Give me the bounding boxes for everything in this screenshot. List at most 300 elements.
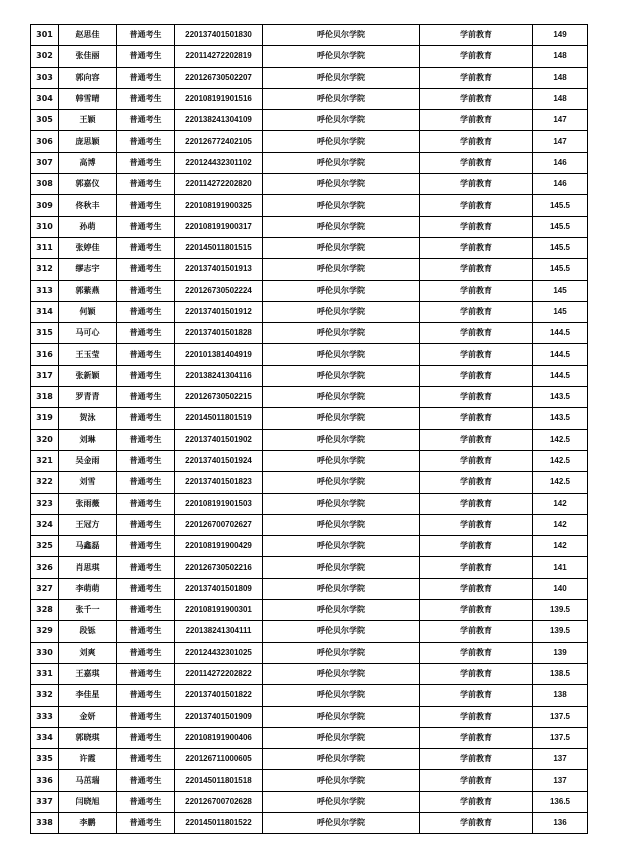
- cell-name: 贺泳: [59, 408, 117, 429]
- cell-major: 学前教育: [420, 110, 533, 131]
- cell-major: 学前教育: [420, 259, 533, 280]
- cell-school: 呼伦贝尔学院: [263, 727, 420, 748]
- cell-score: 142.5: [533, 472, 588, 493]
- cell-exam-id: 220126711000605: [175, 749, 263, 770]
- table-row: [31, 791, 588, 812]
- cell-number: 333: [31, 706, 59, 727]
- cell-name: 赵思佳: [59, 25, 117, 46]
- cell-score: 149: [533, 25, 588, 46]
- cell-school: 呼伦贝尔学院: [263, 812, 420, 833]
- table-row: [31, 259, 588, 280]
- cell-number: 323: [31, 493, 59, 514]
- cell-number: 316: [31, 344, 59, 365]
- cell-name: 何颖: [59, 301, 117, 322]
- cell-score: 136.5: [533, 791, 588, 812]
- table-row: [31, 110, 588, 131]
- cell-exam-id: 220101381404919: [175, 344, 263, 365]
- cell-number: 313: [31, 280, 59, 301]
- cell-exam-id: 220114272202820: [175, 174, 263, 195]
- cell-school: 呼伦贝尔学院: [263, 301, 420, 322]
- cell-major: 学前教育: [420, 344, 533, 365]
- cell-candidate-type: 普通考生: [117, 642, 175, 663]
- cell-score: 142.5: [533, 429, 588, 450]
- cell-candidate-type: 普通考生: [117, 387, 175, 408]
- cell-major: 学前教育: [420, 791, 533, 812]
- cell-number: 322: [31, 472, 59, 493]
- cell-name: 李萌萌: [59, 578, 117, 599]
- cell-exam-id: 220145011801519: [175, 408, 263, 429]
- cell-number: 303: [31, 67, 59, 88]
- cell-score: 143.5: [533, 387, 588, 408]
- cell-major: 学前教育: [420, 323, 533, 344]
- cell-candidate-type: 普通考生: [117, 557, 175, 578]
- cell-exam-id: 220137401501902: [175, 429, 263, 450]
- cell-score: 140: [533, 578, 588, 599]
- cell-candidate-type: 普通考生: [117, 216, 175, 237]
- table-row: [31, 663, 588, 684]
- cell-score: 138: [533, 685, 588, 706]
- cell-major: 学前教育: [420, 706, 533, 727]
- cell-exam-id: 220137401501909: [175, 706, 263, 727]
- cell-exam-id: 220108191900325: [175, 195, 263, 216]
- cell-school: 呼伦贝尔学院: [263, 749, 420, 770]
- cell-candidate-type: 普通考生: [117, 791, 175, 812]
- cell-major: 学前教育: [420, 812, 533, 833]
- table-row: [31, 642, 588, 663]
- cell-exam-id: 220114272202822: [175, 663, 263, 684]
- cell-exam-id: 220137401501924: [175, 450, 263, 471]
- cell-score: 148: [533, 88, 588, 109]
- cell-major: 学前教育: [420, 25, 533, 46]
- cell-score: 137: [533, 749, 588, 770]
- cell-name: 郭嘉仪: [59, 174, 117, 195]
- cell-school: 呼伦贝尔学院: [263, 387, 420, 408]
- cell-number: 321: [31, 450, 59, 471]
- cell-name: 佟秋丰: [59, 195, 117, 216]
- cell-candidate-type: 普通考生: [117, 110, 175, 131]
- cell-score: 137.5: [533, 706, 588, 727]
- table-row: [31, 450, 588, 471]
- cell-major: 学前教育: [420, 600, 533, 621]
- table-row: [31, 195, 588, 216]
- cell-number: 318: [31, 387, 59, 408]
- cell-school: 呼伦贝尔学院: [263, 280, 420, 301]
- cell-school: 呼伦贝尔学院: [263, 663, 420, 684]
- cell-candidate-type: 普通考生: [117, 323, 175, 344]
- cell-major: 学前教育: [420, 131, 533, 152]
- cell-major: 学前教育: [420, 429, 533, 450]
- table-row: [31, 727, 588, 748]
- cell-major: 学前教育: [420, 88, 533, 109]
- cell-exam-id: 220137401501913: [175, 259, 263, 280]
- cell-name: 庞思颖: [59, 131, 117, 152]
- cell-major: 学前教育: [420, 174, 533, 195]
- cell-school: 呼伦贝尔学院: [263, 195, 420, 216]
- cell-name: 段铄: [59, 621, 117, 642]
- table-row: [31, 174, 588, 195]
- cell-major: 学前教育: [420, 408, 533, 429]
- cell-major: 学前教育: [420, 493, 533, 514]
- table-row: [31, 323, 588, 344]
- cell-school: 呼伦贝尔学院: [263, 493, 420, 514]
- cell-candidate-type: 普通考生: [117, 344, 175, 365]
- cell-candidate-type: 普通考生: [117, 301, 175, 322]
- table-row: [31, 387, 588, 408]
- cell-school: 呼伦贝尔学院: [263, 578, 420, 599]
- table-row: [31, 131, 588, 152]
- cell-score: 146: [533, 152, 588, 173]
- cell-name: 韩雪晴: [59, 88, 117, 109]
- cell-candidate-type: 普通考生: [117, 727, 175, 748]
- cell-score: 146: [533, 174, 588, 195]
- cell-score: 138.5: [533, 663, 588, 684]
- cell-school: 呼伦贝尔学院: [263, 365, 420, 386]
- cell-school: 呼伦贝尔学院: [263, 344, 420, 365]
- cell-school: 呼伦贝尔学院: [263, 88, 420, 109]
- cell-exam-id: 220126730502207: [175, 67, 263, 88]
- cell-major: 学前教育: [420, 536, 533, 557]
- cell-exam-id: 220126730502216: [175, 557, 263, 578]
- cell-name: 李佳星: [59, 685, 117, 706]
- cell-major: 学前教育: [420, 67, 533, 88]
- cell-name: 孙萌: [59, 216, 117, 237]
- cell-major: 学前教育: [420, 237, 533, 258]
- cell-major: 学前教育: [420, 152, 533, 173]
- cell-candidate-type: 普通考生: [117, 749, 175, 770]
- table-row: [31, 301, 588, 322]
- cell-candidate-type: 普通考生: [117, 429, 175, 450]
- cell-number: 330: [31, 642, 59, 663]
- cell-score: 144.5: [533, 323, 588, 344]
- cell-school: 呼伦贝尔学院: [263, 237, 420, 258]
- table-row: [31, 216, 588, 237]
- cell-score: 143.5: [533, 408, 588, 429]
- cell-exam-id: 220137401501830: [175, 25, 263, 46]
- cell-major: 学前教育: [420, 472, 533, 493]
- cell-school: 呼伦贝尔学院: [263, 600, 420, 621]
- cell-school: 呼伦贝尔学院: [263, 536, 420, 557]
- cell-major: 学前教育: [420, 195, 533, 216]
- cell-candidate-type: 普通考生: [117, 621, 175, 642]
- cell-number: 306: [31, 131, 59, 152]
- cell-school: 呼伦贝尔学院: [263, 152, 420, 173]
- cell-exam-id: 220145011801515: [175, 237, 263, 258]
- cell-candidate-type: 普通考生: [117, 578, 175, 599]
- cell-score: 142: [533, 514, 588, 535]
- table-row: [31, 578, 588, 599]
- cell-score: 145: [533, 280, 588, 301]
- cell-school: 呼伦贝尔学院: [263, 429, 420, 450]
- table-row: [31, 812, 588, 833]
- cell-exam-id: 220137401501822: [175, 685, 263, 706]
- cell-major: 学前教育: [420, 514, 533, 535]
- cell-name: 李鹏: [59, 812, 117, 833]
- cell-name: 郭向容: [59, 67, 117, 88]
- table-row: [31, 46, 588, 67]
- table-row: [31, 88, 588, 109]
- cell-major: 学前教育: [420, 280, 533, 301]
- cell-major: 学前教育: [420, 301, 533, 322]
- table-row: [31, 408, 588, 429]
- cell-score: 142: [533, 493, 588, 514]
- cell-exam-id: 220108191900317: [175, 216, 263, 237]
- table-row: [31, 237, 588, 258]
- table-row: [31, 25, 588, 46]
- cell-name: 张婷佳: [59, 237, 117, 258]
- cell-candidate-type: 普通考生: [117, 770, 175, 791]
- cell-major: 学前教育: [420, 770, 533, 791]
- cell-name: 闫晓旭: [59, 791, 117, 812]
- cell-name: 罗青青: [59, 387, 117, 408]
- cell-name: 王玉莹: [59, 344, 117, 365]
- cell-number: 314: [31, 301, 59, 322]
- cell-score: 141: [533, 557, 588, 578]
- cell-major: 学前教育: [420, 727, 533, 748]
- cell-school: 呼伦贝尔学院: [263, 621, 420, 642]
- table-row: [31, 685, 588, 706]
- cell-score: 147: [533, 110, 588, 131]
- cell-school: 呼伦贝尔学院: [263, 557, 420, 578]
- cell-number: 328: [31, 600, 59, 621]
- cell-school: 呼伦贝尔学院: [263, 131, 420, 152]
- cell-number: 325: [31, 536, 59, 557]
- cell-major: 学前教育: [420, 621, 533, 642]
- cell-candidate-type: 普通考生: [117, 493, 175, 514]
- cell-name: 马可心: [59, 323, 117, 344]
- cell-name: 肖思琪: [59, 557, 117, 578]
- cell-name: 马茁瑞: [59, 770, 117, 791]
- cell-school: 呼伦贝尔学院: [263, 706, 420, 727]
- cell-school: 呼伦贝尔学院: [263, 472, 420, 493]
- table-row: [31, 536, 588, 557]
- cell-number: 302: [31, 46, 59, 67]
- cell-score: 139: [533, 642, 588, 663]
- cell-exam-id: 220108191900429: [175, 536, 263, 557]
- cell-score: 147: [533, 131, 588, 152]
- cell-name: 王颖: [59, 110, 117, 131]
- table-row: [31, 152, 588, 173]
- cell-name: 郭晓琪: [59, 727, 117, 748]
- cell-number: 301: [31, 25, 59, 46]
- cell-school: 呼伦贝尔学院: [263, 791, 420, 812]
- cell-major: 学前教育: [420, 685, 533, 706]
- cell-candidate-type: 普通考生: [117, 663, 175, 684]
- cell-major: 学前教育: [420, 387, 533, 408]
- cell-number: 307: [31, 152, 59, 173]
- table-row: [31, 344, 588, 365]
- cell-exam-id: 220126700702628: [175, 791, 263, 812]
- cell-number: 338: [31, 812, 59, 833]
- table-row: [31, 493, 588, 514]
- cell-score: 148: [533, 46, 588, 67]
- cell-school: 呼伦贝尔学院: [263, 685, 420, 706]
- cell-score: 144.5: [533, 344, 588, 365]
- cell-school: 呼伦贝尔学院: [263, 67, 420, 88]
- cell-number: 311: [31, 237, 59, 258]
- cell-number: 320: [31, 429, 59, 450]
- cell-score: 137: [533, 770, 588, 791]
- table-row: [31, 621, 588, 642]
- cell-school: 呼伦贝尔学院: [263, 450, 420, 471]
- cell-score: 145.5: [533, 216, 588, 237]
- cell-exam-id: 220137401501809: [175, 578, 263, 599]
- cell-candidate-type: 普通考生: [117, 408, 175, 429]
- cell-candidate-type: 普通考生: [117, 514, 175, 535]
- cell-exam-id: 220124432301025: [175, 642, 263, 663]
- cell-number: 334: [31, 727, 59, 748]
- cell-number: 336: [31, 770, 59, 791]
- cell-exam-id: 220138241304109: [175, 110, 263, 131]
- cell-major: 学前教育: [420, 450, 533, 471]
- cell-major: 学前教育: [420, 216, 533, 237]
- cell-exam-id: 220137401501912: [175, 301, 263, 322]
- cell-exam-id: 220126772402105: [175, 131, 263, 152]
- table-row: [31, 280, 588, 301]
- cell-candidate-type: 普通考生: [117, 67, 175, 88]
- cell-exam-id: 220114272202819: [175, 46, 263, 67]
- cell-name: 许霞: [59, 749, 117, 770]
- cell-major: 学前教育: [420, 46, 533, 67]
- cell-number: 308: [31, 174, 59, 195]
- cell-score: 145: [533, 301, 588, 322]
- table-row: [31, 67, 588, 88]
- cell-name: 王冠方: [59, 514, 117, 535]
- table-row: [31, 706, 588, 727]
- cell-candidate-type: 普通考生: [117, 152, 175, 173]
- cell-candidate-type: 普通考生: [117, 450, 175, 471]
- cell-name: 缪志宇: [59, 259, 117, 280]
- cell-candidate-type: 普通考生: [117, 88, 175, 109]
- cell-number: 312: [31, 259, 59, 280]
- cell-name: 张新颖: [59, 365, 117, 386]
- cell-candidate-type: 普通考生: [117, 46, 175, 67]
- cell-exam-id: 220108191901503: [175, 493, 263, 514]
- cell-exam-id: 220138241304111: [175, 621, 263, 642]
- table-row: [31, 514, 588, 535]
- cell-major: 学前教育: [420, 642, 533, 663]
- cell-major: 学前教育: [420, 578, 533, 599]
- cell-number: 317: [31, 365, 59, 386]
- cell-exam-id: 220138241304116: [175, 365, 263, 386]
- cell-number: 335: [31, 749, 59, 770]
- cell-candidate-type: 普通考生: [117, 472, 175, 493]
- cell-score: 145.5: [533, 237, 588, 258]
- cell-name: 张佳丽: [59, 46, 117, 67]
- cell-score: 148: [533, 67, 588, 88]
- cell-candidate-type: 普通考生: [117, 174, 175, 195]
- table-row: [31, 749, 588, 770]
- table-row: [31, 472, 588, 493]
- cell-name: 刘爽: [59, 642, 117, 663]
- table-row: [31, 557, 588, 578]
- cell-number: 337: [31, 791, 59, 812]
- cell-candidate-type: 普通考生: [117, 131, 175, 152]
- cell-number: 332: [31, 685, 59, 706]
- cell-school: 呼伦贝尔学院: [263, 770, 420, 791]
- cell-candidate-type: 普通考生: [117, 685, 175, 706]
- cell-candidate-type: 普通考生: [117, 365, 175, 386]
- cell-name: 刘琳: [59, 429, 117, 450]
- cell-score: 145.5: [533, 195, 588, 216]
- table-row: [31, 770, 588, 791]
- cell-exam-id: 220108191900406: [175, 727, 263, 748]
- cell-candidate-type: 普通考生: [117, 237, 175, 258]
- cell-exam-id: 220126730502215: [175, 387, 263, 408]
- cell-school: 呼伦贝尔学院: [263, 642, 420, 663]
- cell-candidate-type: 普通考生: [117, 706, 175, 727]
- cell-number: 310: [31, 216, 59, 237]
- cell-name: 郭紫燕: [59, 280, 117, 301]
- cell-major: 学前教育: [420, 365, 533, 386]
- cell-number: 305: [31, 110, 59, 131]
- cell-exam-id: 220108191900301: [175, 600, 263, 621]
- cell-name: 吴金雨: [59, 450, 117, 471]
- table-row: [31, 600, 588, 621]
- cell-exam-id: 220145011801518: [175, 770, 263, 791]
- cell-exam-id: 220126700702627: [175, 514, 263, 535]
- cell-score: 137.5: [533, 727, 588, 748]
- cell-candidate-type: 普通考生: [117, 259, 175, 280]
- cell-school: 呼伦贝尔学院: [263, 323, 420, 344]
- cell-school: 呼伦贝尔学院: [263, 259, 420, 280]
- cell-school: 呼伦贝尔学院: [263, 46, 420, 67]
- cell-school: 呼伦贝尔学院: [263, 25, 420, 46]
- cell-number: 324: [31, 514, 59, 535]
- cell-score: 139.5: [533, 600, 588, 621]
- cell-name: 王嘉琪: [59, 663, 117, 684]
- cell-candidate-type: 普通考生: [117, 600, 175, 621]
- cell-major: 学前教育: [420, 557, 533, 578]
- cell-exam-id: 220124432301102: [175, 152, 263, 173]
- cell-name: 刘雪: [59, 472, 117, 493]
- cell-name: 金妍: [59, 706, 117, 727]
- cell-exam-id: 220137401501828: [175, 323, 263, 344]
- cell-candidate-type: 普通考生: [117, 536, 175, 557]
- cell-candidate-type: 普通考生: [117, 195, 175, 216]
- cell-number: 326: [31, 557, 59, 578]
- cell-number: 315: [31, 323, 59, 344]
- cell-number: 309: [31, 195, 59, 216]
- cell-exam-id: 220145011801522: [175, 812, 263, 833]
- cell-exam-id: 220126730502224: [175, 280, 263, 301]
- cell-school: 呼伦贝尔学院: [263, 216, 420, 237]
- cell-school: 呼伦贝尔学院: [263, 408, 420, 429]
- cell-number: 304: [31, 88, 59, 109]
- table-row: [31, 429, 588, 450]
- cell-name: 高博: [59, 152, 117, 173]
- cell-score: 136: [533, 812, 588, 833]
- cell-score: 144.5: [533, 365, 588, 386]
- cell-score: 142: [533, 536, 588, 557]
- cell-exam-id: 220137401501823: [175, 472, 263, 493]
- cell-score: 142.5: [533, 450, 588, 471]
- score-table: [30, 24, 588, 834]
- cell-major: 学前教育: [420, 749, 533, 770]
- cell-name: 马鑫磊: [59, 536, 117, 557]
- cell-candidate-type: 普通考生: [117, 280, 175, 301]
- cell-exam-id: 220108191901516: [175, 88, 263, 109]
- cell-candidate-type: 普通考生: [117, 812, 175, 833]
- cell-number: 327: [31, 578, 59, 599]
- cell-name: 张千一: [59, 600, 117, 621]
- cell-school: 呼伦贝尔学院: [263, 174, 420, 195]
- cell-number: 319: [31, 408, 59, 429]
- cell-score: 145.5: [533, 259, 588, 280]
- cell-name: 张雨薇: [59, 493, 117, 514]
- cell-major: 学前教育: [420, 663, 533, 684]
- cell-number: 331: [31, 663, 59, 684]
- cell-score: 139.5: [533, 621, 588, 642]
